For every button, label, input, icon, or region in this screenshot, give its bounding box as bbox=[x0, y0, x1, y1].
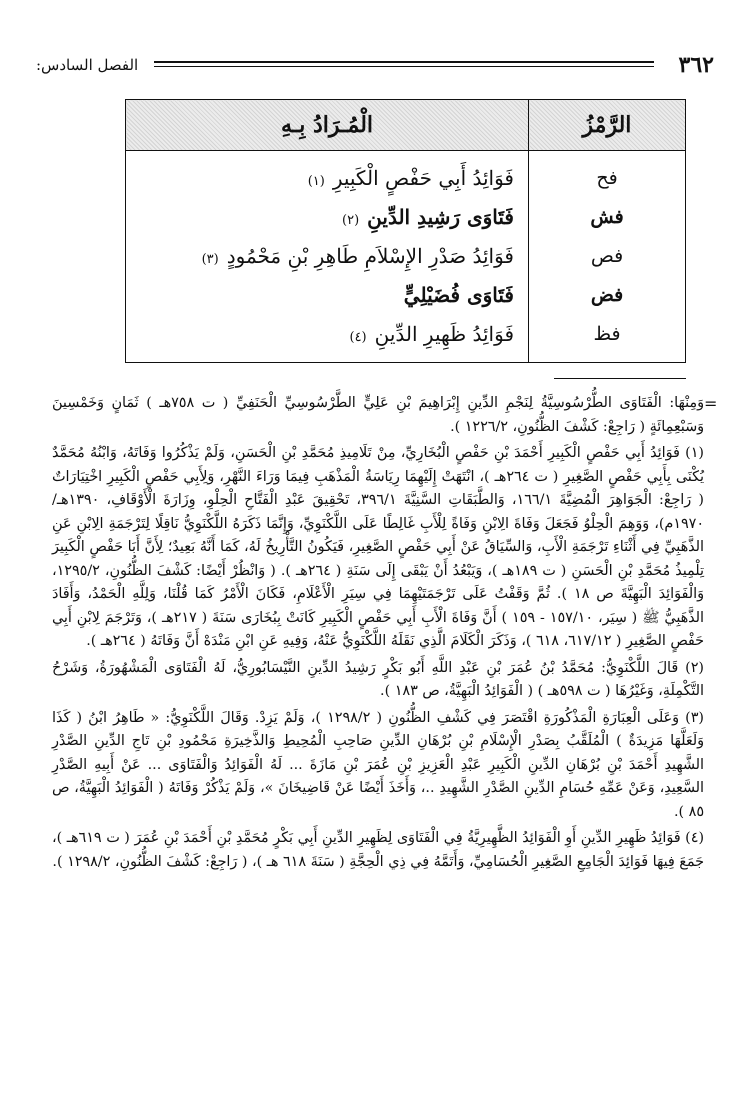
meaning-cell bbox=[126, 197, 529, 236]
symbol-cell: فض bbox=[529, 275, 686, 314]
symbol-cell: فش bbox=[529, 197, 686, 236]
meaning-text: فَوَائِدُ أَبِي حَفْصٍ الْكَبِيرِ bbox=[332, 165, 514, 190]
footnote-4: (٤) فَوَائِدُ ظَهِيرِ الدِّينِ أَوِ الْفَوَائِدُ الظَّهِيرِيَّةُ فِي الْفَتَاوَى لِظَهِيرِ الدِّينِ أَبِي بَكْرٍ مُحَمَّدِ بْنِ أَحْمَدَ بْنِ عُمَرَ ( ت ٦١٩هـ )، جَمَعَ فِيهَا فَوَائِدَ الْجَامِعِ الصَّغِيرِ الْحُسَامِيِّ، وَأَتَمَّهُ فِي ذِي الْحِجَّةِ ( سَنَةَ ٦١٨ هـ )، ( رَاجِعْ: كَشْفَ الظُّنُونِ، ١٢٩٨/٢ ). bbox=[52, 830, 705, 870]
symbol-cell: فظ bbox=[529, 314, 686, 363]
page-number: ٣٦٢ bbox=[678, 52, 714, 78]
footnote-continuation: وَمِنْهَا: الْفَتَاوَى الطُّرْسُوسِيَّةُ لِنَجْمِ الدِّينِ إِبْرَاهِيمَ بْنِ عَلِيٍّ الطَّرْسُوسِيِّ الْحَنَفِيِّ ( ت ٧٥٨هـ ) ثَمَانٍ وَخَمْسِينَ وَسَبْعِمِائَةٍ ( رَاجِعْ: كَشْفَ الظُّنُونِ، ١٢٢٦/٢ ). bbox=[52, 395, 704, 435]
footnote-separator bbox=[554, 378, 686, 379]
symbols-table bbox=[125, 99, 686, 363]
meaning-text: فَوَائِدُ ظَهِيرِ الدِّينِ bbox=[374, 321, 514, 346]
footnotes bbox=[52, 392, 704, 877]
footnote-ref: (٢) bbox=[342, 212, 360, 228]
meaning-cell bbox=[126, 275, 529, 314]
meaning-text: فَوَائِدُ صَدْرِ الإِسْلاَمِ طَاهِرِ بْنِ مَحْمُودٍ bbox=[226, 243, 514, 268]
meaning-text: فَتَاوَى رَشِيدِ الدِّينِ bbox=[367, 204, 514, 229]
column-header-symbol: الرَّمْزُ bbox=[529, 100, 686, 151]
meaning-cell bbox=[126, 314, 529, 363]
symbol-cell: فح bbox=[529, 151, 686, 198]
footnote-3: (٣) وَعَلَى الْعِبَارَةِ الْمَذْكُورَةِ اقْتَصَرَ فِي كَشْفِ الظُّنُونِ ( ١٢٩٨/٢ )، وَلَمْ يَزِدْ. وَقَالَ اللَّكْنَوِيُّ: « طَاهِرُ ابْنُ ( كَذَا وَلَعَلَّهَا مَزِيدَةٌ ) الْمُلَقَّبُ بِصَدْرِ الْإِسْلَامِ بْنِ بُرْهَانِ الدِّينِ صَاحِبِ الْمُحِيطِ وَالذَّخِيرَةِ مَحْمُودِ بْنِ تَاجِ الدِّينِ الصَّدْرِ الشَّهِيدِ أَحْمَدَ بْنِ بُرْهَانِ الدِّينِ الْكَبِيرِ عَبْدِ الْعَزِيزِ بْنِ عُمَرَ بْنِ مَازَةَ ... لَهُ الْفَوَائِدُ وَالْفَتَاوَى ... عَنْ أَبِيهِ الصَّدْرِ السَّعِيدِ، وَعَنْ عَمِّهِ حُسَامِ الدِّينِ الصَّدْرِ الشَّهِيدِ ..، وَأَخَذَ أَيْضًا عَنْ قَاضِيخَانَ »، وَلَمْ يَذْكُرْ وَفَاتَهُ ( الْفَوَائِدُ الْبَهِيَّةُ، ص ٨٥ ). bbox=[52, 709, 704, 820]
footnote-2: (٢) قَالَ اللَّكْنَوِيُّ: مُحَمَّدُ بْنُ عُمَرَ بْنِ عَبْدِ اللَّهِ أَبُو بَكْرٍ رَشِيدُ الدِّينِ النَّيْسَابُورِيُّ، لَهُ الْفَتَاوَى الْمَشْهُورَةُ، وَشَرْحُ التَّكْمِلَةِ، وَغَيْرُهَا ( ت ٥٩٨هـ ) ( الْفَوَائِدُ الْبَهِيَّةُ، ص ١٨٣ ). bbox=[52, 659, 704, 699]
table-row bbox=[126, 314, 686, 363]
footnote-ref: (٤) bbox=[349, 329, 367, 345]
table-row bbox=[126, 275, 686, 314]
footnote-ref: (٣) bbox=[201, 251, 219, 267]
table-row bbox=[126, 151, 686, 198]
column-header-meaning: الْمُـرَادُ بِـهِ bbox=[126, 100, 529, 151]
table-row bbox=[126, 197, 686, 236]
table-row bbox=[126, 236, 686, 275]
page-header bbox=[36, 52, 714, 78]
footnote-1: (١) فَوَائِدُ أَبِي حَفْصٍ الْكَبِيرِ أَحْمَدَ بْنِ حَفْصٍ الْبُخَارِيِّ، مِنْ تَلَامِيذِ مُحَمَّدِ بْنِ الْحَسَنِ، وَلَمْ يَذْكُرُوا وَفَاتَهُ، وَابْنُهُ مُحَمَّدٌ يُكْنَى بِأَبِي حَفْصٍ الصَّغِيرِ ( ت ٢٦٤هـ )، انْتَهَتْ إِلَيْهِمَا رِيَاسَةُ الْمَذْهَبِ فِيمَا وَرَاءَ النَّهْرِ، وَلِأَبِي حَفْصٍ الْكَبِيرِ اخْتِيَارَاتٌ ( رَاجِعْ: الْجَوَاهِرَ الْمُضِيَّةَ ١٦٦/١، وَالطَّبَقَاتِ السَّنِيَّةَ ٣٩٦/١، تَحْقِيقَ عَبْدِ الْفَتَّاحِ الْحِلْوِ، وِزَارَةَ الْأَوْقَافِ، ١٣٩٠هـ/١٩٧٠م)، وَوَهِمَ الْحِلْوُ فَجَعَلَ وَفَاةَ الِابْنِ وَفَاةً لِلْأَبِ غَالِطًا عَلَى اللَّكْنَوِيِّ، وَإِنَّمَا ذَكَرَهُ اللَّكْنَوِيُّ نَاقِلًا لِتَرْجَمَةِ الِابْنِ عَنِ الذَّهَبِيِّ فِي أَثْنَاءِ تَرْجَمَةِ الْأَبِ، وَالسِّيَاقُ عَنْ أَبِي حَفْصٍ الصَّغِيرِ، فَيَكُونُ التَّأْرِيخُ لَهُ، كَمَا أَنَّهُ بَعِيدٌ؛ لِأَنَّ أَبَا حَفْصٍ الْكَبِيرَ تِلْمِيذُ مُحَمَّدِ بْنِ الْحَسَنِ ( ت ١٨٩هـ )، وَيَبْعُدُ أَنْ يَبْقَى إِلَى سَنَةِ ( ٢٦٤هـ ). ( وَانْظُرْ أَيْضًا: كَشْفَ الظُّنُونِ، ١٢٩٥/٢، وَالْفَوَائِدَ الْبَهِيَّةَ ص ١٨ ). ثُمَّ وَقَفْتُ عَلَى تَرْجَمَتَيْهِمَا فِي سِيَرِ الْأَعْلَامِ، فَكَانَ الْأَمْرُ كَمَا قُلْنَا، وَلِلَّهِ الْحَمْدُ، وَأَفَادَ الذَّهَبِيُّ ﷺ ( سِيَر، ١٥٧/١٠ - ١٥٩ ) أَنَّ وَفَاةَ الْأَبِ أَبِي حَفْصٍ الْكَبِيرِ كَانَتْ بِبُخَارَى سَنَةَ ( ٢١٧هـ )، وَتَرْجَمَ لِابْنِ أَبِي حَفْصٍ الصَّغِيرِ ( ٦١٧/١٢، ٦١٨ )، وَذَكَرَ الْكَلَامَ الَّذِي نَقَلَهُ اللَّكْنَوِيُّ عَنْهُ، وَفِيهِ عَنِ ابْنِ مَنْدَهْ أَنَّ وَفَاتَهُ ( ٢٦٤هـ ). bbox=[52, 445, 705, 649]
header-rule bbox=[154, 61, 654, 68]
footnote-ref: (١) bbox=[307, 173, 325, 189]
meaning-cell bbox=[126, 236, 529, 275]
meaning-cell bbox=[126, 151, 529, 198]
table-header-row bbox=[126, 100, 686, 151]
chapter-title: الفصل السادس: bbox=[36, 56, 139, 74]
meaning-text: فَتَاوَى فُضَيْلِيٍّ bbox=[403, 282, 514, 307]
continuation-mark: = bbox=[704, 394, 718, 413]
symbol-cell: فص bbox=[529, 236, 686, 275]
